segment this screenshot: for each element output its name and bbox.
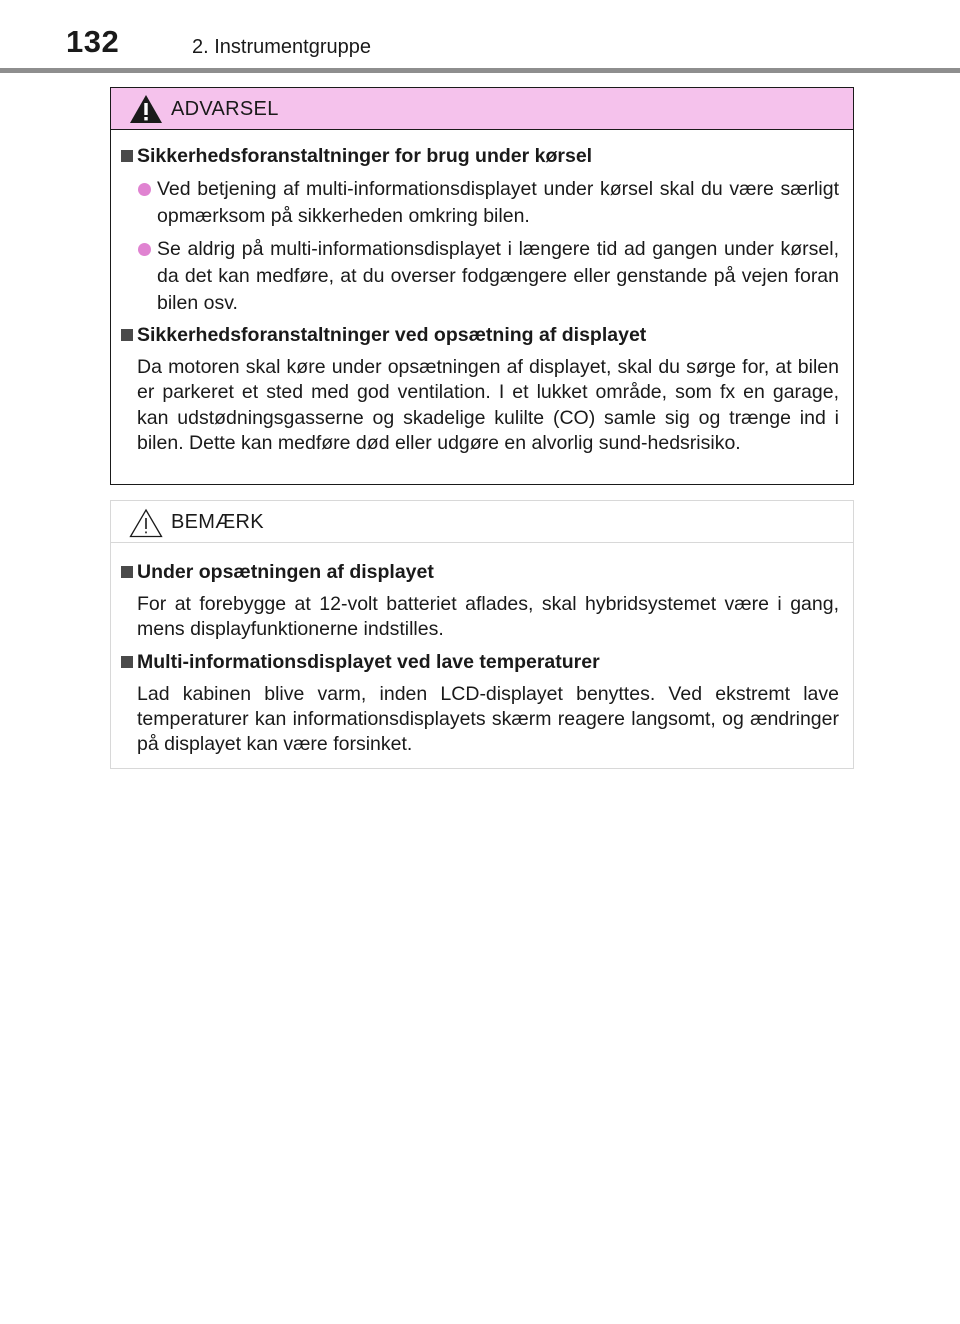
notice-paragraph: Lad kabinen blive varm, inden LCD-displayet benyttes. Ved ekstremt lave temperaturer kan informationsdisplayets skærm reagere langsomt, og ændringer på displayet kan være forsinket. [137, 682, 839, 756]
page-number: 132 [66, 24, 120, 59]
square-bullet-icon [121, 656, 133, 668]
notice-box [110, 500, 854, 769]
notice-body [111, 543, 853, 757]
notice-title: BEMÆRK [171, 511, 264, 533]
warning-paragraph: Da motoren skal køre under opsætningen af displayet, skal du sørge for, at bilen er parkeret et sted med god ventilation. I et lukket område, som fx en garage, kan udstødningsgasserne og skadelige kulilte (CO) samle sig og trænge ind i bilen. Dette kan medføre død eller udgøre en alvorlig sund-hedsrisiko. [137, 356, 839, 454]
warning-bullet: Se aldrig på multi-informationsdisplayet i længere tid ad gangen under kørsel, da det kan medføre, at du overser fodgængere eller genstande på vejen foran bilen osv. [119, 236, 839, 317]
warning-box [110, 87, 854, 485]
notice-paragraph: For at forebygge at 12-volt batteriet aflades, skal hybridsystemet være i gang, mens displayfunktionerne indstilles. [137, 593, 839, 641]
page-header [0, 0, 960, 76]
notice-triangle-icon [129, 508, 163, 538]
section-title: 2. Instrumentgruppe [192, 36, 371, 58]
warning-item-heading: Sikkerhedsforanstaltninger ved opsætning af displayet [119, 323, 839, 348]
warning-bullet: Ved betjening af multi-informationsdisplayet under kørsel skal du være særligt opmærksom på sikkerheden omkring bilen. [119, 176, 839, 230]
square-bullet-icon [121, 566, 133, 578]
circle-bullet-icon [138, 183, 151, 196]
circle-bullet-icon [138, 243, 151, 256]
warning-body [111, 130, 853, 456]
notice-item-heading: Multi-informationsdisplayet ved lave temperaturer [119, 650, 839, 675]
warning-triangle-icon [129, 94, 163, 124]
square-bullet-icon [121, 150, 133, 162]
warning-title: ADVARSEL [171, 98, 279, 120]
notice-header [111, 501, 853, 543]
warning-item-heading: Sikkerhedsforanstaltninger for brug under kørsel [119, 144, 839, 169]
warning-header [111, 88, 853, 130]
notice-item-heading: Under opsætningen af displayet [119, 560, 839, 585]
header-rule [0, 68, 960, 73]
square-bullet-icon [121, 329, 133, 341]
